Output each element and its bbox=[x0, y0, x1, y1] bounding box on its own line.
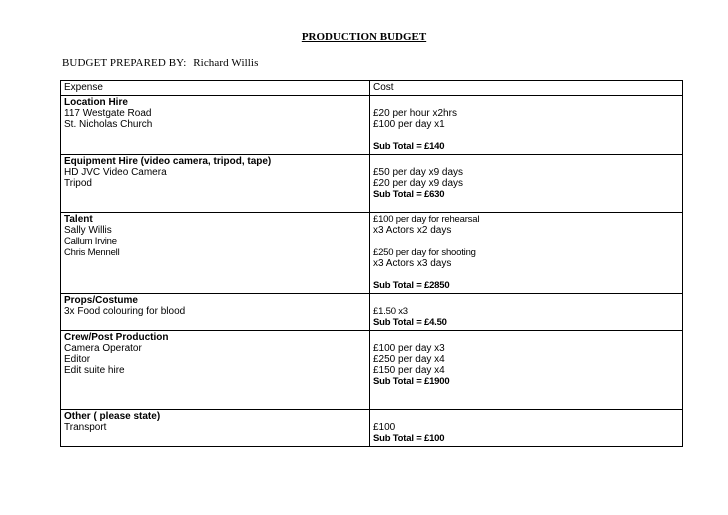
document-title: PRODUCTION BUDGET bbox=[301, 31, 427, 43]
subtotal: Sub Total = £100 bbox=[373, 433, 445, 444]
section-heading: Equipment Hire (video camera, tripod, tape) bbox=[64, 156, 272, 167]
cost-item: £20 per day x9 days bbox=[373, 178, 464, 189]
prepared-by-line bbox=[62, 57, 258, 69]
cost-item: £20 per hour x2hrs bbox=[373, 108, 457, 119]
expense-cell bbox=[61, 331, 370, 410]
expense-item: 3x Food colouring for blood bbox=[64, 306, 186, 317]
expense-item: 117 Westgate Road bbox=[64, 108, 152, 119]
expense-item: Callum Irvine bbox=[64, 236, 117, 247]
section-heading: Props/Costume bbox=[64, 295, 138, 306]
header-expense: Expense bbox=[61, 81, 370, 96]
cost-item: £1.50 x3 bbox=[373, 306, 408, 317]
expense-item: HD JVC Video Camera bbox=[64, 167, 167, 178]
expense-item: Tripod bbox=[64, 178, 92, 189]
subtotal: Sub Total = £4.50 bbox=[373, 317, 447, 328]
budget-row-talent bbox=[61, 213, 683, 294]
section-heading: Talent bbox=[64, 214, 93, 225]
prepared-by-label: BUDGET PREPARED BY: bbox=[62, 57, 187, 69]
header-cost: Cost bbox=[370, 81, 683, 96]
prepared-by-name: Richard Willis bbox=[193, 57, 259, 69]
expense-cell bbox=[61, 294, 370, 331]
cost-cell bbox=[370, 410, 683, 447]
subtotal: Sub Total = £140 bbox=[373, 141, 445, 152]
cost-cell bbox=[370, 155, 683, 213]
expense-item: Transport bbox=[64, 422, 107, 433]
cost-item: £50 per day x9 days bbox=[373, 167, 464, 178]
budget-row-equipment-hire bbox=[61, 155, 683, 213]
cost-item: £100 bbox=[373, 422, 396, 433]
section-heading: Crew/Post Production bbox=[64, 332, 169, 343]
cost-cell bbox=[370, 331, 683, 410]
budget-row-crew-post-production bbox=[61, 331, 683, 410]
cost-item: £250 per day x4 bbox=[373, 354, 445, 365]
cost-cell bbox=[370, 96, 683, 155]
expense-item: Sally Willis bbox=[64, 225, 112, 236]
expense-item: Edit suite hire bbox=[64, 365, 125, 376]
budget-row-other bbox=[61, 410, 683, 447]
budget-table bbox=[60, 80, 683, 447]
cost-item: £100 per day for rehearsal bbox=[373, 214, 480, 225]
cost-item: £100 per day x1 bbox=[373, 119, 445, 130]
cost-item: £100 per day x3 bbox=[373, 343, 445, 354]
cost-item: x3 Actors x2 days bbox=[373, 225, 452, 236]
budget-row-props-costume bbox=[61, 294, 683, 331]
budget-row-location-hire bbox=[61, 96, 683, 155]
expense-item: Editor bbox=[64, 354, 91, 365]
expense-cell bbox=[61, 213, 370, 294]
cost-item: x3 Actors x3 days bbox=[373, 258, 452, 269]
section-heading: Other ( please state) bbox=[64, 411, 161, 422]
table-header-row bbox=[61, 81, 683, 96]
cost-item: £150 per day x4 bbox=[373, 365, 445, 376]
cost-item: £250 per day for shooting bbox=[373, 247, 476, 258]
cost-cell bbox=[370, 213, 683, 294]
expense-cell bbox=[61, 410, 370, 447]
subtotal: Sub Total = £630 bbox=[373, 189, 445, 200]
expense-cell bbox=[61, 96, 370, 155]
expense-item: St. Nicholas Church bbox=[64, 119, 153, 130]
expense-item: Chris Mennell bbox=[64, 247, 120, 258]
section-heading: Location Hire bbox=[64, 97, 128, 108]
subtotal: Sub Total = £1900 bbox=[373, 376, 450, 387]
expense-cell bbox=[61, 155, 370, 213]
expense-item: Camera Operator bbox=[64, 343, 142, 354]
cost-cell bbox=[370, 294, 683, 331]
subtotal: Sub Total = £2850 bbox=[373, 280, 450, 291]
